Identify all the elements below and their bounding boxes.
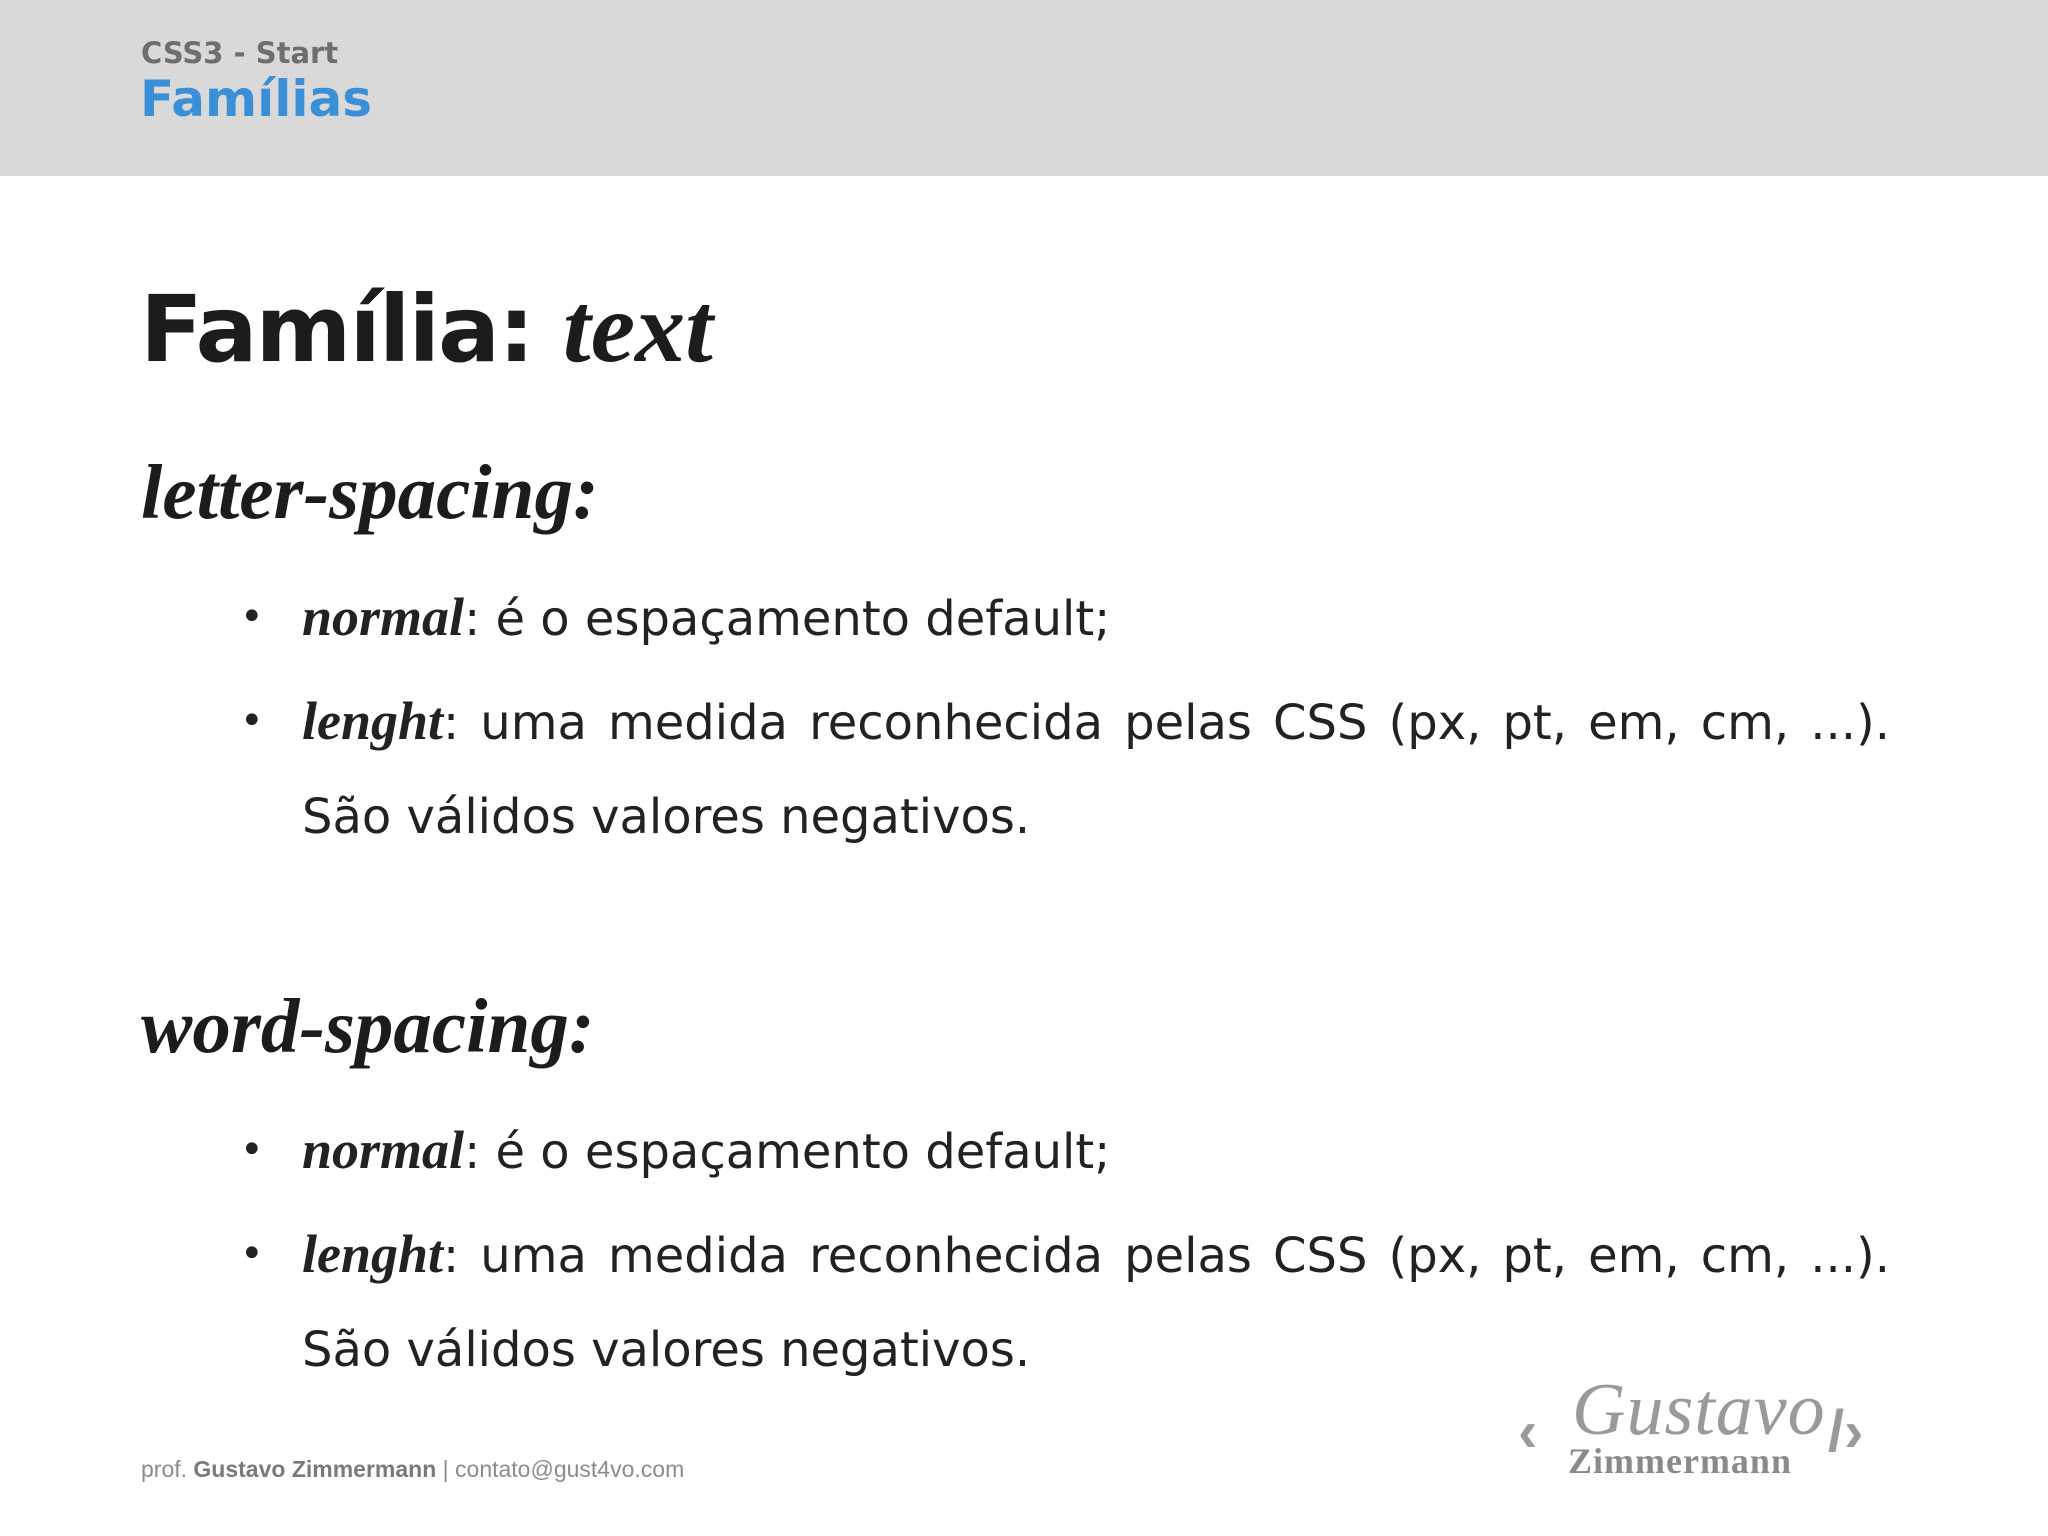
footer-separator: | (436, 1456, 456, 1482)
page-title-prefix: Família: (140, 276, 563, 383)
page-title (140, 270, 713, 385)
bullet-icon: • (240, 594, 264, 640)
code-bracket-icon: /› (1828, 1399, 1864, 1464)
item-text: : uma medida reconhecida pelas CSS (px, pt, em, cm, ...). São válidos valores negativos. (302, 1228, 1890, 1378)
chevron-left-icon: ‹ (1518, 1399, 1538, 1464)
item-term: normal (302, 1120, 465, 1180)
list-item (240, 674, 1890, 864)
item-term: lenght (302, 1224, 444, 1284)
bullet-icon: • (240, 698, 264, 744)
logo-wordmark: Zimmermann (1568, 1441, 1792, 1481)
item-term: normal (302, 587, 465, 647)
letter-spacing-heading: letter-spacing: (141, 449, 599, 535)
author-logo (1518, 1369, 1888, 1486)
item-text: : uma medida reconhecida pelas CSS (px, pt, em, cm, ...). São válidos valores negativos. (302, 695, 1890, 845)
footer-author: Gustavo Zimmermann (193, 1456, 437, 1482)
page-title-accent: text (562, 272, 713, 383)
bullet-icon: • (240, 1127, 264, 1173)
word-spacing-heading: word-spacing: (141, 983, 595, 1069)
item-text: : é o espaçamento default; (464, 1124, 1111, 1180)
footer-email: contato@gust4vo.com (455, 1456, 685, 1482)
footer-credit (141, 1456, 684, 1483)
letter-spacing-list (240, 570, 1890, 872)
bullet-icon: • (240, 1231, 264, 1277)
logo-signature: Gustavo (1572, 1369, 1826, 1451)
list-item (240, 570, 1890, 666)
section-title: Famílias (140, 70, 372, 128)
list-item (240, 1103, 1890, 1199)
item-text: : é o espaçamento default; (464, 591, 1111, 647)
footer-prefix: prof. (141, 1456, 194, 1482)
word-spacing-list (240, 1103, 1890, 1405)
slide-header (0, 0, 2048, 176)
item-term: lenght (302, 691, 444, 751)
breadcrumb: CSS3 - Start (141, 36, 339, 70)
